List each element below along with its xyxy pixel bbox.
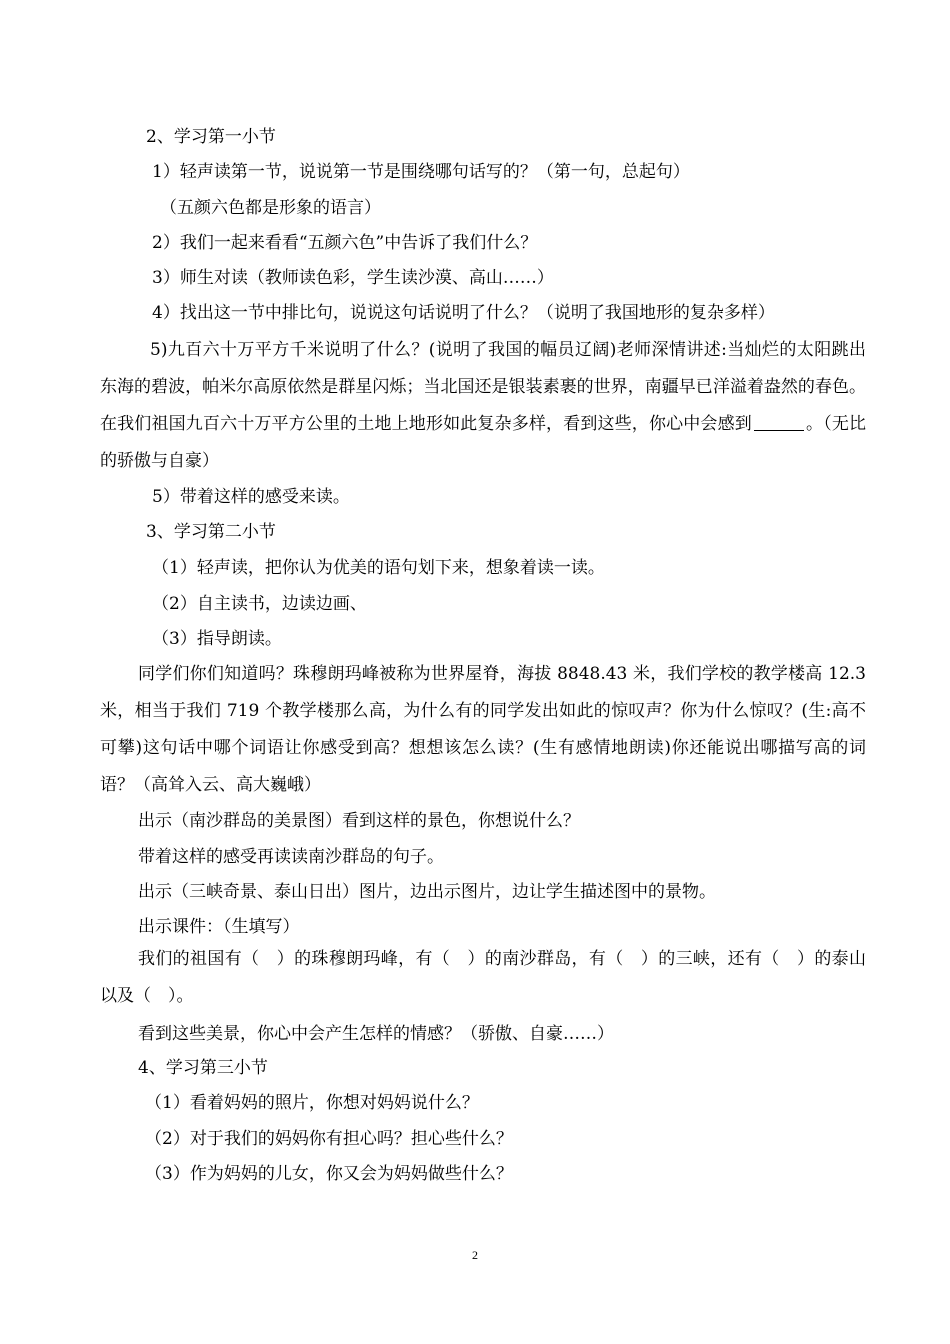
page-number: 2: [472, 1248, 478, 1262]
step-line: （1）看着妈妈的照片，你想对妈妈说什么？: [145, 1093, 479, 1113]
paragraph-text: 5)九百六十万平方千米说明了什么？(说明了我国的幅员辽阔)老师深情讲述:当灿烂的太阳跳出东海的碧波，帕米尔高原依然是群星闪烁；当北国还是银装素裹的世界，南疆早已洋溢着盎然的春色。在我们祖国九百六十万平方公里的土地上地形如此复杂多样，看到这些，你心中会感到: [100, 340, 866, 434]
text-line: 带着这样的感受再读读南沙群岛的句子。: [138, 847, 444, 867]
step-line: 3）师生对读（教师读色彩，学生读沙漠、高山……）: [152, 268, 554, 288]
step-line: （3）作为妈妈的儿女，你又会为妈妈做些什么？: [145, 1164, 513, 1184]
fill-blank: [754, 414, 804, 431]
text-line: 出示（三峡奇景、泰山日出）图片，边出示图片，边让学生描述图中的景物。: [138, 882, 716, 902]
everest-paragraph: 同学们你们知道吗？珠穆朗玛峰被称为世界屋脊，海拔 8848.43 米，我们学校的教学楼高 12.3 米，相当于我们 719 个教学楼那么高，为什么有的同学发出如此的惊叹声？你为什么惊叹？(生:高不可攀)这句话中哪个词语让你感受到高？想想该怎么读？(生有感情地朗读)你还能说出哪描写高的词语？（高耸入云、高大巍峨）: [100, 664, 866, 795]
fill-in-paragraph: 我们的祖国有（ ）的珠穆朗玛峰，有（ ）的南沙群岛，有（ ）的三峡，还有（ ）的泰山以及（ ）。: [100, 949, 866, 1006]
step-line: 2）我们一起来看看“五颜六色”中告诉了我们什么？: [152, 233, 538, 253]
text-line: 出示（南沙群岛的美景图）看到这样的景色，你想说什么？: [138, 811, 580, 831]
step-line: 5）带着这样的感受来读。: [152, 487, 350, 507]
step-line: （3）指导朗读。: [152, 629, 282, 649]
step-line: 4）找出这一节中排比句，说说这句话说明了什么？（说明了我国地形的复杂多样）: [152, 303, 775, 323]
note-line: （五颜六色都是形象的语言）: [160, 198, 381, 218]
text-line: 看到这些美景，你心中会产生怎样的情感？（骄傲、自豪……）: [138, 1024, 614, 1044]
section-heading-2: 3、学习第二小节: [146, 522, 276, 542]
step-line: （1）轻声读，把你认为优美的语句划下来，想象着读一读。: [152, 558, 605, 578]
step-line: （2）自主读书，边读边画、: [152, 594, 367, 614]
text-line: 出示课件：（生填写）: [138, 917, 300, 937]
step-line: （2）对于我们的妈妈你有担心吗？担心些什么？: [145, 1129, 513, 1149]
teacher-narration-paragraph: [100, 332, 866, 480]
step-line: 1）轻声读第一节，说说第一节是围绕哪句话写的？（第一句，总起句）: [152, 162, 690, 182]
section-heading-3: 4、学习第三小节: [138, 1058, 268, 1078]
paragraph-text: 。（无比的骄傲与自豪）: [100, 414, 867, 471]
section-heading-1: 2、学习第一小节: [146, 127, 276, 147]
